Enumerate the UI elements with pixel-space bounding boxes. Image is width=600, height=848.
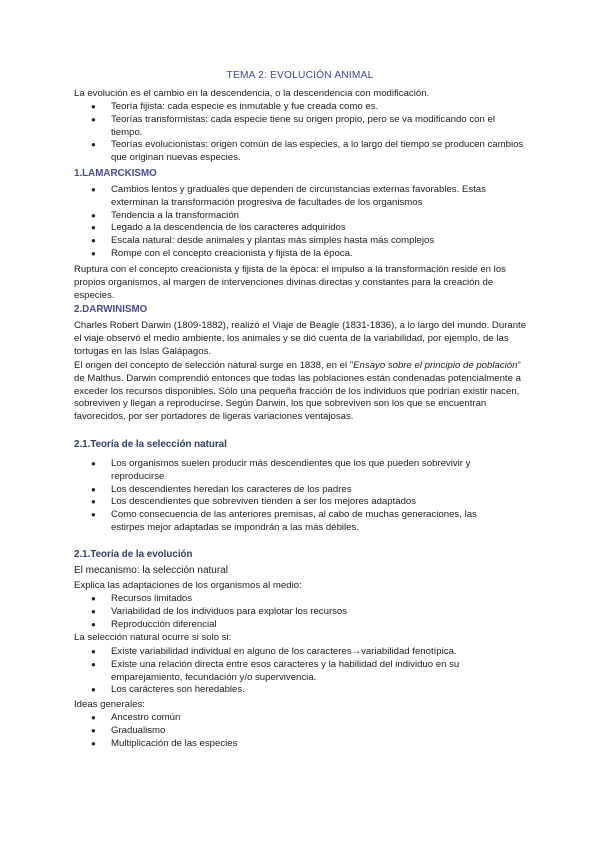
darwin-paragraph-2: El origen del concepto de selección natural surge en 1838, en el "Ensayo sobre el principio de población" de Malthus. Darwin comprendió entonces que todas las poblaciones están condenadas potencialmente a exceder los recursos disponibles. Sólo una pequeña fracción de los individuos que podrían existir nacen, sobreviven y llegan a reproducirse. Según Darwin, los que sobreviven son los que se encuentran favorecidos, por ser portadores de ligeras variaciones ventajosas. xyxy=(74,360,521,423)
intro-paragraph: La evolución es el cambio en la descendencia, o la descendencia con modificación. xyxy=(74,88,430,99)
darwin-paragraph-1: Charles Robert Darwin (1809-1882), realizó el Viaje de Beagle (1831-1836), a lo largo del mundo. Durante el viaje observó el medio ambiente, los animales y se dió cuenta de la variabilidad, por ejemplo, de las tortugas en las Islas Galápagos. xyxy=(74,320,527,357)
list-item: ● Teoría fijista: cada especie es inmutable y fue creada como es. xyxy=(91,101,379,112)
lamarck-closing-paragraph: Ruptura con el concepto creacionista y fijista de la época: el impulso a la transformación reside en los propios organismos, al margen de intervenciones divinas directas y constantes para la creación de especies. xyxy=(74,264,506,301)
list-item: ● Tendencia a la transformación xyxy=(91,209,239,221)
lamarck-list xyxy=(91,184,525,261)
bullet-icon: ● xyxy=(91,594,96,603)
list-item: ● Los descendientes heredan los caracteres de los padres xyxy=(91,483,352,495)
section-heading-lamarckismo: 1.LAMARCKISMO xyxy=(74,168,157,179)
bullet-icon: ● xyxy=(91,223,96,233)
bullet-icon: ● xyxy=(91,713,96,722)
occurs-line: La selección natural ocurre si solo si: xyxy=(74,632,232,643)
list-item: ● Los carácteres son heredables. xyxy=(91,684,245,696)
bullet-icon: ● xyxy=(91,619,96,629)
ideas-line: Ideas generales: xyxy=(74,699,145,710)
list-item: ● Ancestro común xyxy=(91,712,181,723)
bullet-icon: ● xyxy=(91,185,96,194)
bullet-icon: ● xyxy=(91,510,96,520)
theories-list xyxy=(91,101,525,165)
list-item: ● Los descendientes que sobreviven tienden a ser los mejores adaptados xyxy=(91,496,417,508)
list-item: ● Teorías transformistas: cada especie tiene su origen propio, pero se va modificando con el tiempo. xyxy=(91,113,495,138)
bullet-icon: ● xyxy=(91,248,96,258)
bullet-icon: ● xyxy=(91,210,96,220)
list-item: ● Reproducción diferencial xyxy=(91,618,217,630)
list-item: ● Existe una relación directa entre esos caracteres y la habilidad del individuo en su emparejamiento, fecundación y/o supervivencia. xyxy=(91,658,460,683)
list-item: ● Variabilidad de los individuos para explotar los recursos xyxy=(91,605,348,617)
list-item: ● Cambios lentos y graduales que dependen de circunstancias externas favorables. Estas exterminan la transformación progresiva de facultades de los organismos xyxy=(91,184,486,208)
bullet-icon: ● xyxy=(91,497,96,507)
section-heading-seleccion-natural: 2.1.Teoría de la selección natural xyxy=(74,439,227,450)
bullet-icon: ● xyxy=(91,725,96,735)
bullet-icon: ● xyxy=(91,685,96,695)
book-title: Ensayo sobre el principio de población xyxy=(353,360,518,371)
selection-list xyxy=(91,458,501,535)
explains-line: Explica las adaptaciones de los organismos al medio: xyxy=(74,580,302,591)
bullet-icon: ● xyxy=(91,738,96,748)
list-item: ● Teorías evolucionistas: origen común de las especies, a lo largo del tiempo se producen cambios que originan nuevas especies. xyxy=(91,139,524,164)
section-heading-darwinismo: 2.DARWINISMO xyxy=(74,304,148,315)
bullet-icon: ● xyxy=(91,484,96,494)
bullet-icon: ● xyxy=(91,114,96,124)
list-item: ● Los organismos suelen producir más descendientes que los que pueden sobrevivir y reproducirse xyxy=(91,458,471,482)
list-item: ● Escala natural: desde animales y plantas más simples hasta más complejos xyxy=(91,235,435,247)
bullet-icon: ● xyxy=(91,236,96,246)
mechanism-line: El mecanismo: la selección natural xyxy=(74,565,228,576)
bullet-icon: ● xyxy=(91,647,96,656)
list-item: ● Legado a la descendencia de los caracteres adquiridos xyxy=(91,222,346,234)
section-heading-teoria-evolucion: 2.1.Teoría de la evolución xyxy=(74,549,193,560)
list-item: ● Rompe con el concepto creacionista y fijista de la época. xyxy=(91,247,353,259)
bullet-icon: ● xyxy=(91,102,96,111)
occurs-list xyxy=(91,646,525,697)
list-item: ● Existe variabilidad individual en alguno de los caracteres→variabilidad fenotípica. xyxy=(91,646,457,657)
bullet-icon: ● xyxy=(91,140,96,150)
document-title: TEMA 2: EVOLUCIÓN ANIMAL xyxy=(226,70,374,81)
ideas-list xyxy=(91,712,525,750)
list-item: ● Multiplicación de las especies xyxy=(91,737,238,749)
list-item: ● Gradualismo xyxy=(91,724,166,736)
bullet-icon: ● xyxy=(91,459,96,468)
list-item: ● Recursos limitados xyxy=(91,593,193,604)
explain-list xyxy=(91,593,525,631)
bullet-icon: ● xyxy=(91,606,96,616)
bullet-icon: ● xyxy=(91,659,96,669)
list-item: ● Como consecuencia de las anteriores premisas, al cabo de muchas generaciones, las estirpes mejor adaptadas se impondrán a las más débiles. xyxy=(91,509,477,533)
